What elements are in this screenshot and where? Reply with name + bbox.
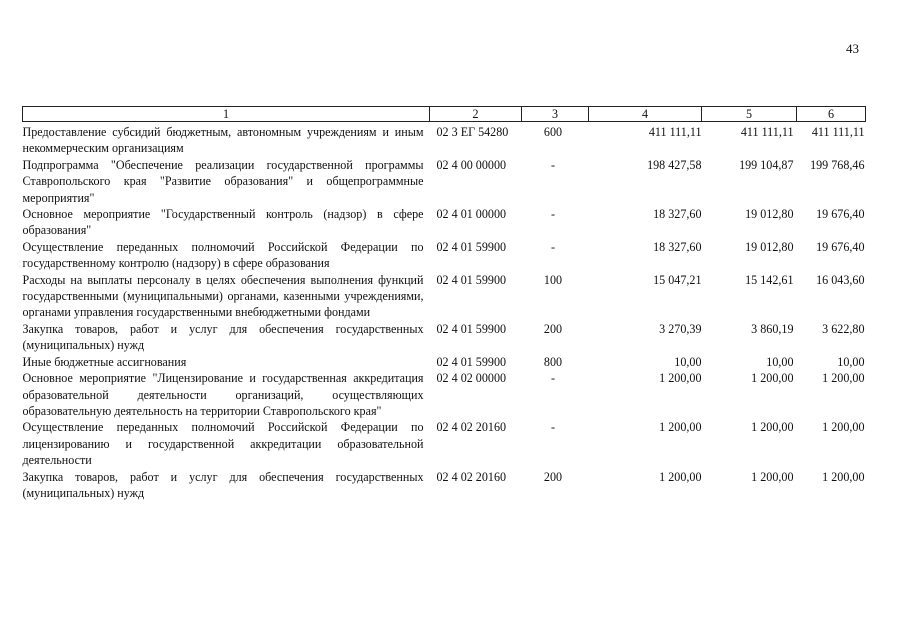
row-description: Подпрограмма "Обеспечение реализации государственной программы Ставропольского края "Развитие образования" и общепрограммные мероприятия" — [22, 157, 424, 205]
row-value-2: 3 860,19 — [751, 321, 794, 336]
row-expense-type: - — [550, 420, 556, 435]
column-number-2: 2 — [430, 107, 522, 122]
row-expense-type: 800 — [543, 354, 563, 369]
row-value-2: 411 111,11 — [740, 125, 794, 139]
column-number-6: 6 — [797, 107, 866, 122]
row-value-3: 3 622,80 — [822, 321, 865, 336]
table-body — [23, 122, 866, 502]
row-expense-type: 600 — [543, 125, 563, 139]
row-description: Закупка товаров, работ и услуг для обеспечения государственных (муниципальных) нужд — [22, 469, 424, 500]
row-value-2: 1 200,00 — [751, 420, 794, 435]
row-expense-type: 100 — [543, 272, 563, 287]
row-code: 02 4 02 20160 — [436, 420, 507, 435]
row-expense-type: - — [550, 239, 556, 254]
row-code: 02 3 ЕГ 54280 — [436, 125, 509, 139]
row-code: 02 4 01 59900 — [436, 272, 507, 287]
row-value-3: 411 111,11 — [811, 125, 865, 139]
row-value-1: 1 200,00 — [659, 371, 702, 386]
table-row — [23, 321, 866, 354]
row-code: 02 4 01 59900 — [436, 354, 507, 369]
row-code: 02 4 01 59900 — [436, 321, 507, 336]
row-value-2: 1 200,00 — [751, 469, 794, 484]
row-value-1: 18 327,60 — [653, 207, 702, 222]
table-row — [23, 122, 866, 157]
table-row — [23, 419, 866, 468]
row-value-1: 1 200,00 — [659, 469, 702, 484]
row-description: Осуществление переданных полномочий Российской Федерации по лицензированию и государственной аккредитации образовательной деятельности — [22, 420, 424, 468]
row-expense-type: - — [550, 371, 556, 386]
row-expense-type: - — [550, 207, 556, 222]
column-number-3: 3 — [522, 107, 589, 122]
row-description: Основное мероприятие "Лицензирование и государственная аккредитация образовательной деятельности организаций, осуществляющих образовательную деятельность на территории Ставропольского края" — [22, 371, 424, 418]
table-row — [23, 354, 866, 370]
row-code: 02 4 01 59900 — [436, 239, 507, 254]
row-value-1: 3 270,39 — [659, 321, 702, 336]
row-value-2: 1 200,00 — [751, 371, 794, 386]
row-value-3: 10,00 — [837, 354, 865, 369]
row-value-1: 18 327,60 — [653, 239, 702, 254]
row-code: 02 4 00 00000 — [436, 157, 507, 172]
column-number-4: 4 — [589, 107, 702, 122]
row-description: Основное мероприятие "Государственный контроль (надзор) в сфере образования" — [22, 207, 424, 238]
row-value-1: 10,00 — [674, 354, 702, 369]
page-number: 43 — [846, 41, 859, 56]
row-value-3: 1 200,00 — [822, 371, 865, 386]
row-description: Осуществление переданных полномочий Российской Федерации по государственному контролю (надзору) в сфере образования — [22, 239, 424, 271]
column-number-1: 1 — [23, 107, 430, 122]
row-value-3: 19 676,40 — [816, 239, 865, 254]
row-value-2: 199 104,87 — [739, 157, 794, 172]
row-value-1: 15 047,21 — [653, 272, 702, 287]
table-row — [23, 239, 866, 272]
table-row — [23, 272, 866, 321]
row-code: 02 4 01 00000 — [436, 207, 507, 222]
table-row — [23, 469, 866, 502]
row-value-1: 411 111,11 — [648, 125, 702, 139]
table-row — [23, 206, 866, 239]
row-expense-type: - — [550, 157, 556, 172]
row-value-2: 19 012,80 — [745, 207, 794, 222]
row-code: 02 4 02 20160 — [436, 469, 507, 484]
row-description: Предоставление субсидий бюджетным, автономным учреждениям и иным некоммерческим организациям — [22, 125, 424, 156]
table-row — [23, 370, 866, 419]
row-value-3: 199 768,46 — [810, 157, 865, 172]
row-value-2: 19 012,80 — [745, 239, 794, 254]
row-description: Расходы на выплаты персоналу в целях обеспечения выполнения функций государственными (муниципальными) органами, казенными учреждениями, органами управления государственными внебюджетными фондами — [22, 272, 424, 320]
row-value-3: 1 200,00 — [822, 420, 865, 435]
row-value-2: 10,00 — [766, 354, 794, 369]
budget-table — [22, 106, 866, 501]
column-number-5: 5 — [702, 107, 797, 122]
row-expense-type: 200 — [543, 321, 563, 336]
row-expense-type: 200 — [543, 469, 563, 484]
row-value-1: 198 427,58 — [647, 157, 702, 172]
row-value-1: 1 200,00 — [659, 420, 702, 435]
row-value-3: 16 043,60 — [816, 272, 865, 287]
header-row — [23, 107, 866, 122]
row-value-3: 19 676,40 — [816, 207, 865, 222]
row-value-2: 15 142,61 — [745, 272, 794, 287]
table-header — [23, 107, 866, 122]
row-value-3: 1 200,00 — [822, 469, 865, 484]
table-row — [23, 157, 866, 206]
row-description: Закупка товаров, работ и услуг для обеспечения государственных (муниципальных) нужд — [22, 321, 424, 353]
row-description: Иные бюджетные ассигнования — [22, 354, 187, 369]
row-code: 02 4 02 00000 — [436, 371, 507, 386]
